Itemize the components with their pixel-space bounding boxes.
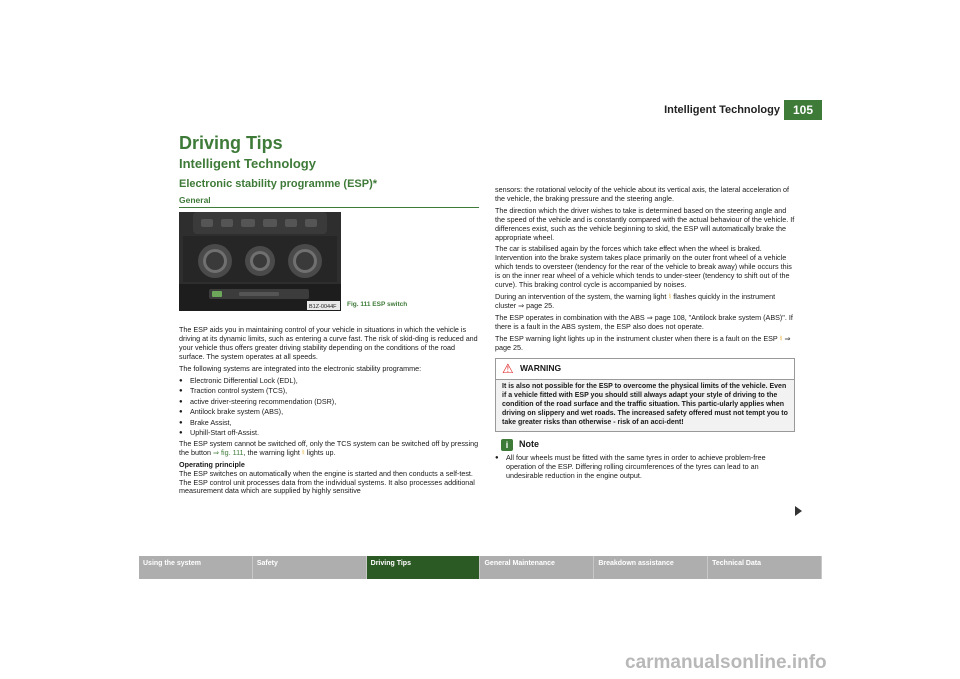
list-item: ● Uphill-Start off-Assist. [179, 429, 479, 438]
running-header-title: Intelligent Technology [664, 104, 780, 116]
abs-paragraph: The ESP operates in combination with the ABS ⇒ page 108, "Antilock brake system (ABS)". If there is a fault in the ABS system, the ESP also does not operate. [495, 312, 793, 331]
tab-technical-data[interactable]: Technical Data [708, 556, 822, 579]
list-item: ● active driver-steering recommendation (DSR), [179, 398, 479, 407]
figure-caption: Fig. 111 ESP switch [347, 301, 408, 308]
fault-paragraph: The ESP warning light lights up in the instrument cluster when there is a fault on the ESP ♮ ⇒ page 25. [495, 333, 791, 352]
section-title: Intelligent Technology [179, 156, 316, 171]
warning-triangle-icon: ⚠ [502, 361, 514, 377]
tab-breakdown-assistance[interactable]: Breakdown assistance [594, 556, 708, 579]
esp-warning-light-icon: ♮ [301, 447, 305, 457]
esp-switch-image [179, 212, 341, 311]
stabilisation-paragraph: The car is stabilised again by the forces which take effect when the wheel is braked. Intervention into the brake system takes place primarily on the outer front wheel of a vehicle which tends to oversteer (tendency for the rear of the vehicle to break away) while occurs this is on the inner rear wheel of a vehicle which tends to under-steer (tendency to shift out of the curve). This braking control cycle is accompanied by noises. [495, 244, 792, 290]
note-item: ● All four wheels must be fitted with the same tyres in order to achieve problem-free operation of the ESP. Differing rolling circumferences of the tyres can lead to an undesirable reduction in the engine output. [495, 454, 795, 481]
list-item: ● Electronic Differential Lock (EDL), [179, 377, 479, 386]
subsection-title: Electronic stability programme (ESP)* [179, 178, 378, 190]
esp-warning-light-icon: ♮ [779, 333, 783, 343]
next-page-arrow-icon[interactable] [795, 506, 802, 516]
list-intro: The following systems are integrated into the electronic stability programme: [179, 363, 422, 373]
warning-text: It is also not possible for the ESP to overcome the physical limits of the vehicle. Even if a vehicle fitted with ESP you should still always adapt your style of driving to the condition of the road surface and the traffic situation. This partic-ularly applies when driving on slippery and wet roads. The increased safety offered must not tempt you to take greater risks than otherwise - risk of an acci-dent! [502, 383, 788, 426]
topic-title: General [179, 195, 479, 208]
watermark: carmanualsonline.info [625, 652, 827, 673]
list-item: ● Brake Assist, [179, 419, 479, 428]
figure [179, 212, 479, 319]
figure-code: B1Z-0044F [309, 304, 337, 310]
tab-safety[interactable]: Safety [253, 556, 367, 579]
warning-title: WARNING [520, 363, 562, 374]
note-list [495, 454, 795, 481]
right-column [495, 186, 795, 483]
chapter-title: Driving Tips [179, 133, 283, 153]
list-item: ● Traction control system (TCS), [179, 387, 479, 396]
chapter-nav-bar [139, 556, 822, 579]
page-number: 105 [784, 100, 822, 120]
note-title: Note [519, 439, 539, 450]
operating-principle-text: The ESP switches on automatically when the engine is started and then conducts a self-test. The ESP control unit processes data from the individual systems. It also processes additional measurement data which are supplied by highly sensitive [179, 468, 475, 496]
note-header [495, 438, 795, 454]
systems-list [179, 377, 479, 438]
switch-off-paragraph: The ESP system cannot be switched off, only the TCS system can be switched off by pressing the button ⇒ fig. 111, the warning light ♮ lights up. [179, 438, 479, 457]
list-item: ● Antilock brake system (ABS), [179, 408, 479, 417]
sensors-paragraph: sensors: the rotational velocity of the vehicle about its vertical axis, the lateral acceleration of the vehicle, the braking pressure and the steering angle. [495, 185, 790, 203]
warning-box [495, 358, 795, 432]
direction-paragraph: The direction which the driver wishes to take is determined based on the steering angle and the speed of the vehicle and is constantly compared with the actual behaviour of the vehicle. If differences exist, such as the vehicle beginning to skid, the ESP will automatically brake the appropriate wheel. [495, 205, 795, 242]
fig-reference-arrow: ⇒ [212, 447, 220, 457]
tab-general-maintenance[interactable]: General Maintenance [480, 556, 594, 579]
intro-paragraph: The ESP aids you in maintaining control of your vehicle in situations in which the vehicle is driving at its dynamic limits, such as entering a curve fast. The risk of skid-ding is reduced and your vehicle thus offers greater driving stability depending on the conditions of the road surface. The system operates at all speeds. [179, 325, 478, 361]
intervention-paragraph: During an intervention of the system, the warning light ♮ flashes quickly in the instrument cluster ⇒ page 25. [495, 291, 776, 310]
esp-warning-light-icon: ♮ [668, 291, 672, 301]
tab-using-the-system[interactable]: Using the system [139, 556, 253, 579]
info-icon: i [501, 439, 513, 451]
left-column [179, 133, 479, 499]
fig-111-link[interactable]: fig. 111 [221, 447, 244, 457]
tab-driving-tips[interactable]: Driving Tips [367, 556, 481, 579]
operating-principle-heading: Operating principle [179, 459, 245, 469]
